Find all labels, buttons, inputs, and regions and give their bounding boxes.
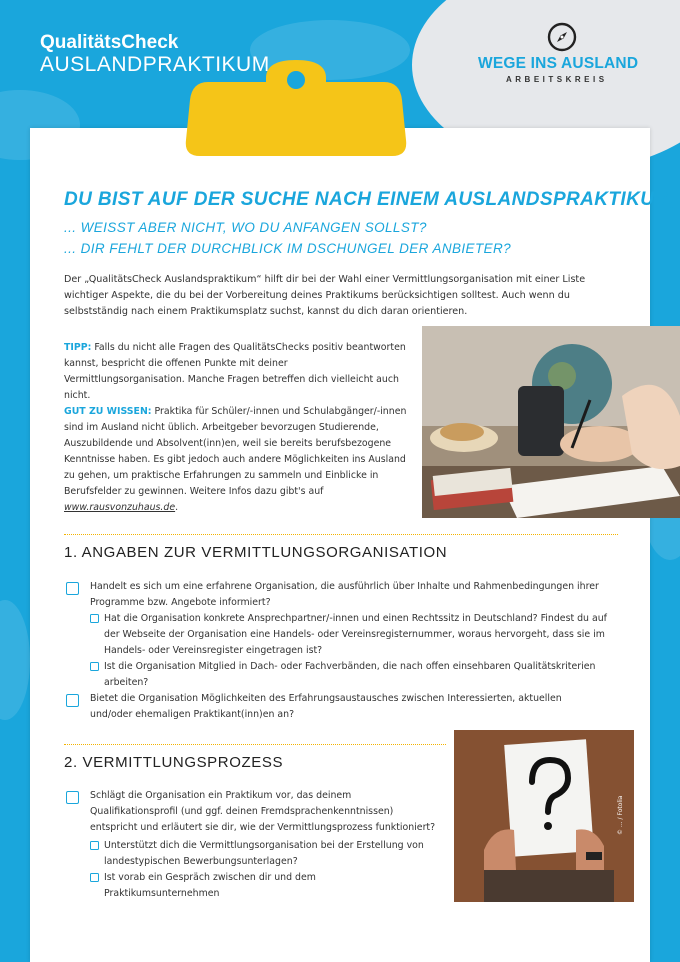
question-text: Schlägt die Organisation ein Praktikum vor, das deinem Qualifikationsprofil (und ggf. deinen Fremdsprachenkenntnissen) entspricht und erläutert sie dir, wie der Vermittlungsprozess funktioniert? <box>90 790 436 833</box>
compass-icon <box>547 22 577 52</box>
info-end: . <box>175 502 179 513</box>
section-divider <box>64 534 618 535</box>
clipboard-clip <box>178 60 414 160</box>
checkbox-small[interactable] <box>90 873 99 882</box>
checkbox-small[interactable] <box>90 841 99 850</box>
section-1-title: 1. ANGABEN ZUR VERMITTLUNGSORGANISATION <box>64 544 448 561</box>
logo-name: WEGE INS AUSLAND <box>478 55 639 72</box>
checkbox[interactable] <box>66 694 79 707</box>
checkbox[interactable] <box>66 582 79 595</box>
tip-paragraph <box>64 340 409 404</box>
checkbox-small[interactable] <box>90 662 99 671</box>
question-text: Handelt es sich um eine erfahrene Organisation, die ausführlich über Inhalte und Rahmenbedingungen ihrer Programme bzw. Angebote informiert? <box>90 581 599 608</box>
question-text: Hat die Organisation konkrete Ansprechpartner/-innen und einen Rechtssitz in Deutschland? Findest du auf der Webseite der Organisation eine Handels- oder Vereinsregisternummer, woraus hervorgeht, dass sie im Handels- oder Vereinsregister eingetragen ist? <box>104 613 607 656</box>
desk-photo <box>422 326 680 518</box>
checkbox[interactable] <box>66 791 79 804</box>
info-link[interactable]: www.rausvonzuhaus.de <box>64 502 176 513</box>
intro-paragraph: Der „QualitätsCheck Auslandspraktikum“ hilft dir bei der Wahl einer Vermittlungsorganisation mit einer Liste wichtiger Aspekte, die du bei der Vorbereitung deines Praktikums berücksichtigen solltest. Auch wenn du selbstständig nach einem Praktikumsplatz suchst, kannst du dich daran orientieren. <box>64 274 586 318</box>
question-text: Ist vorab ein Gespräch zwischen dir und dem Praktikumsunternehmen <box>104 872 316 899</box>
tip-label: TIPP: <box>64 342 92 353</box>
headline-line-3: ... DIR FEHLT DER DURCHBLICK IM DSCHUNGEL DER ANBIETER? <box>64 241 512 256</box>
question-mark-photo <box>454 730 634 902</box>
info-text: Praktika für Schüler/-innen und Schulabgänger/-innen sind im Ausland nicht üblich. Arbeitgeber bevorzugen Studierende, Auszubildende und Absolvent(inn)en, weil sie bereits berufsbezogene Kenntnisse haben. Es gibt jedoch auch andere Möglichkeiten ins Ausland zu gehen, um praktische Erfahrungen zu sammeln und Einblicke in Berufsfelder zu gewinnen. Weitere Infos dazu gibt's auf <box>64 406 407 497</box>
logo-subtitle: ARBEITSKREIS <box>506 75 608 84</box>
section-2-title: 2. VERMITTLUNGSPROZESS <box>64 754 284 771</box>
section-divider <box>64 744 446 745</box>
question-text: Unterstützt dich die Vermittlungsorganisation bei der Erstellung von landestypischen Bewerbungsunterlagen? <box>104 840 424 867</box>
headline-main: DU BIST AUF DER SUCHE NACH EINEM AUSLANDSPRAKTIKUM, <box>64 189 677 210</box>
header-title: QualitätsCheck <box>40 32 179 53</box>
header-subtitle: AUSLANDPRAKTIKUM <box>40 53 270 76</box>
headline-line-2: ... WEISST ABER NICHT, WO DU ANFANGEN SOLLST? <box>64 220 427 235</box>
question-text: Bietet die Organisation Möglichkeiten des Erfahrungsaustausches zwischen Interessierten, aktuellen und/oder ehemaligen Praktikant(inn)en an? <box>90 693 562 720</box>
info-label: GUT ZU WISSEN: <box>64 406 152 417</box>
map-shape <box>0 600 30 720</box>
tip-text: Falls du nicht alle Fragen des QualitätsChecks positiv beantworten kannst, bespricht die offenen Punkte mit deiner Vermittlungsorganisation. Manche Fragen betreffen dich vielleicht auch nicht. <box>64 342 406 401</box>
photo-credit: © ... / Fotolia <box>617 795 624 835</box>
question-text: Ist die Organisation Mitglied in Dach- oder Fachverbänden, die nach offen einsehbaren Qualitätskriterien arbeiten? <box>104 661 596 688</box>
checkbox-small[interactable] <box>90 614 99 623</box>
info-paragraph <box>64 404 409 516</box>
